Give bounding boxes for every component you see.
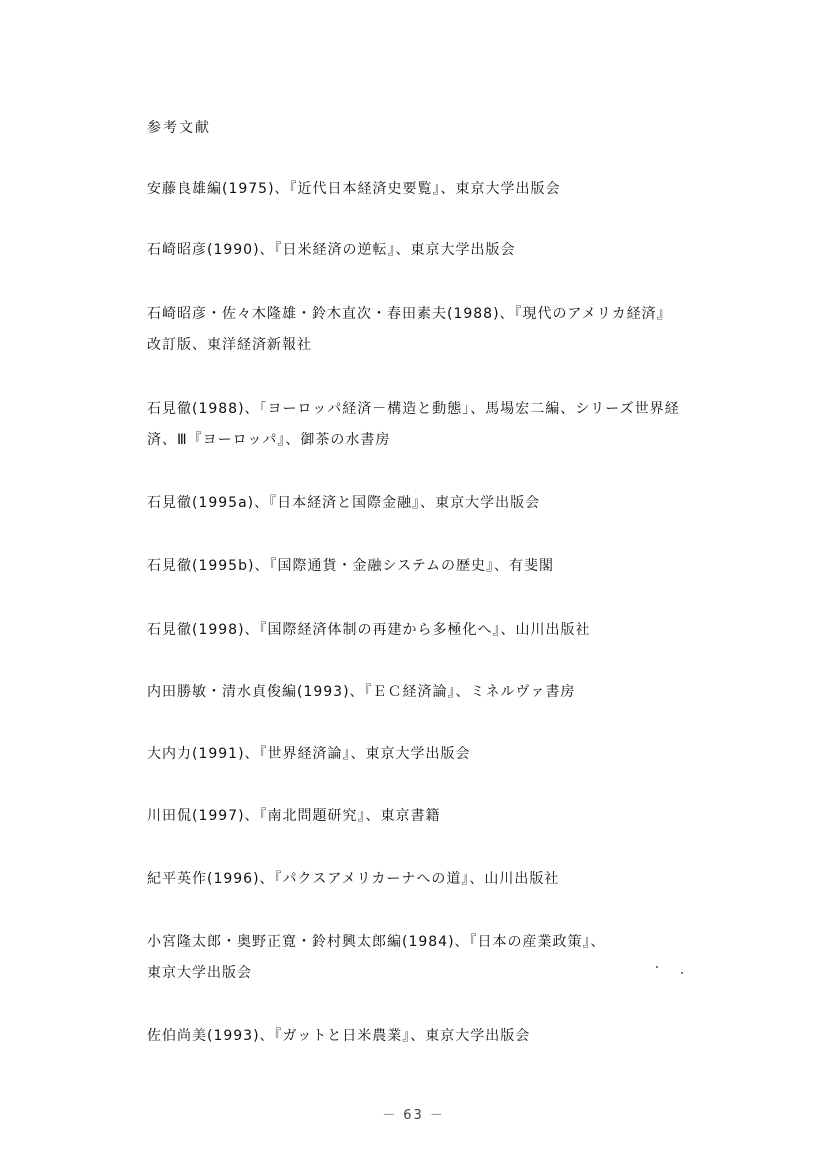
scan-speck (681, 972, 683, 974)
reference-entry (147, 677, 575, 708)
reference-line: 石見徹(1988)、「ヨーロッパ経済－構造と動態」、馬場宏二編、シリーズ世界経 (147, 401, 680, 417)
reference-entry (147, 864, 559, 895)
reference-line: 石見徹(1995a)、『日本経済と国際金融』、東京大学出版会 (147, 495, 541, 511)
reference-entry (147, 927, 606, 989)
page-heading: 参考文献 (147, 120, 211, 136)
reference-line: 石崎昭彦(1990)、『日米経済の逆転』、東京大学出版会 (147, 242, 516, 258)
reference-line: 石崎昭彦・佐々木隆雄・鈴木直次・春田素夫(1988)、『現代のアメリカ経済』 (147, 306, 672, 322)
reference-entry (147, 551, 554, 582)
reference-line: 小宮隆太郎・奥野正寛・鈴村興太郎編(1984)、『日本の産業政策』、 (147, 934, 606, 950)
reference-entry (147, 394, 680, 456)
reference-line: 改訂版、東洋経済新報社 (147, 337, 312, 353)
reference-entry (147, 488, 540, 519)
reference-entry (147, 299, 672, 361)
reference-line: 石見徹(1998)、『国際経済体制の再建から多極化へ』、山川出版社 (147, 622, 591, 638)
reference-line: 安藤良雄編(1975)、『近代日本経済史要覧』、東京大学出版会 (147, 181, 561, 197)
reference-entry (147, 739, 471, 770)
reference-line: 佐伯尚美(1993)、『ガットと日米農業』、東京大学出版会 (147, 1028, 531, 1044)
reference-line: 紀平英作(1996)、『パクスアメリカーナへの道』、山川出版社 (147, 871, 560, 887)
reference-line: 済、Ⅲ『ヨーロッパ』、御茶の水書房 (147, 432, 391, 448)
reference-entry (147, 1021, 530, 1052)
reference-line: 大内力(1991)、『世界経済論』、東京大学出版会 (147, 746, 471, 762)
reference-line: 石見徹(1995b)、『国際通貨・金融システムの歴史』、有斐閣 (147, 558, 555, 574)
reference-line: 川田侃(1997)、『南北問題研究』、東京書籍 (147, 808, 441, 824)
reference-entry (147, 615, 591, 646)
reference-line: 東京大学出版会 (147, 965, 252, 981)
reference-entry (147, 174, 561, 205)
reference-entry (147, 235, 516, 266)
scan-speck (656, 966, 658, 968)
reference-entry (147, 801, 441, 832)
reference-line: 内田勝敏・清水貞俊編(1993)、『ＥＣ経済論』、ミネルヴァ書房 (147, 684, 576, 700)
page-number: － 63 － (382, 1108, 445, 1123)
